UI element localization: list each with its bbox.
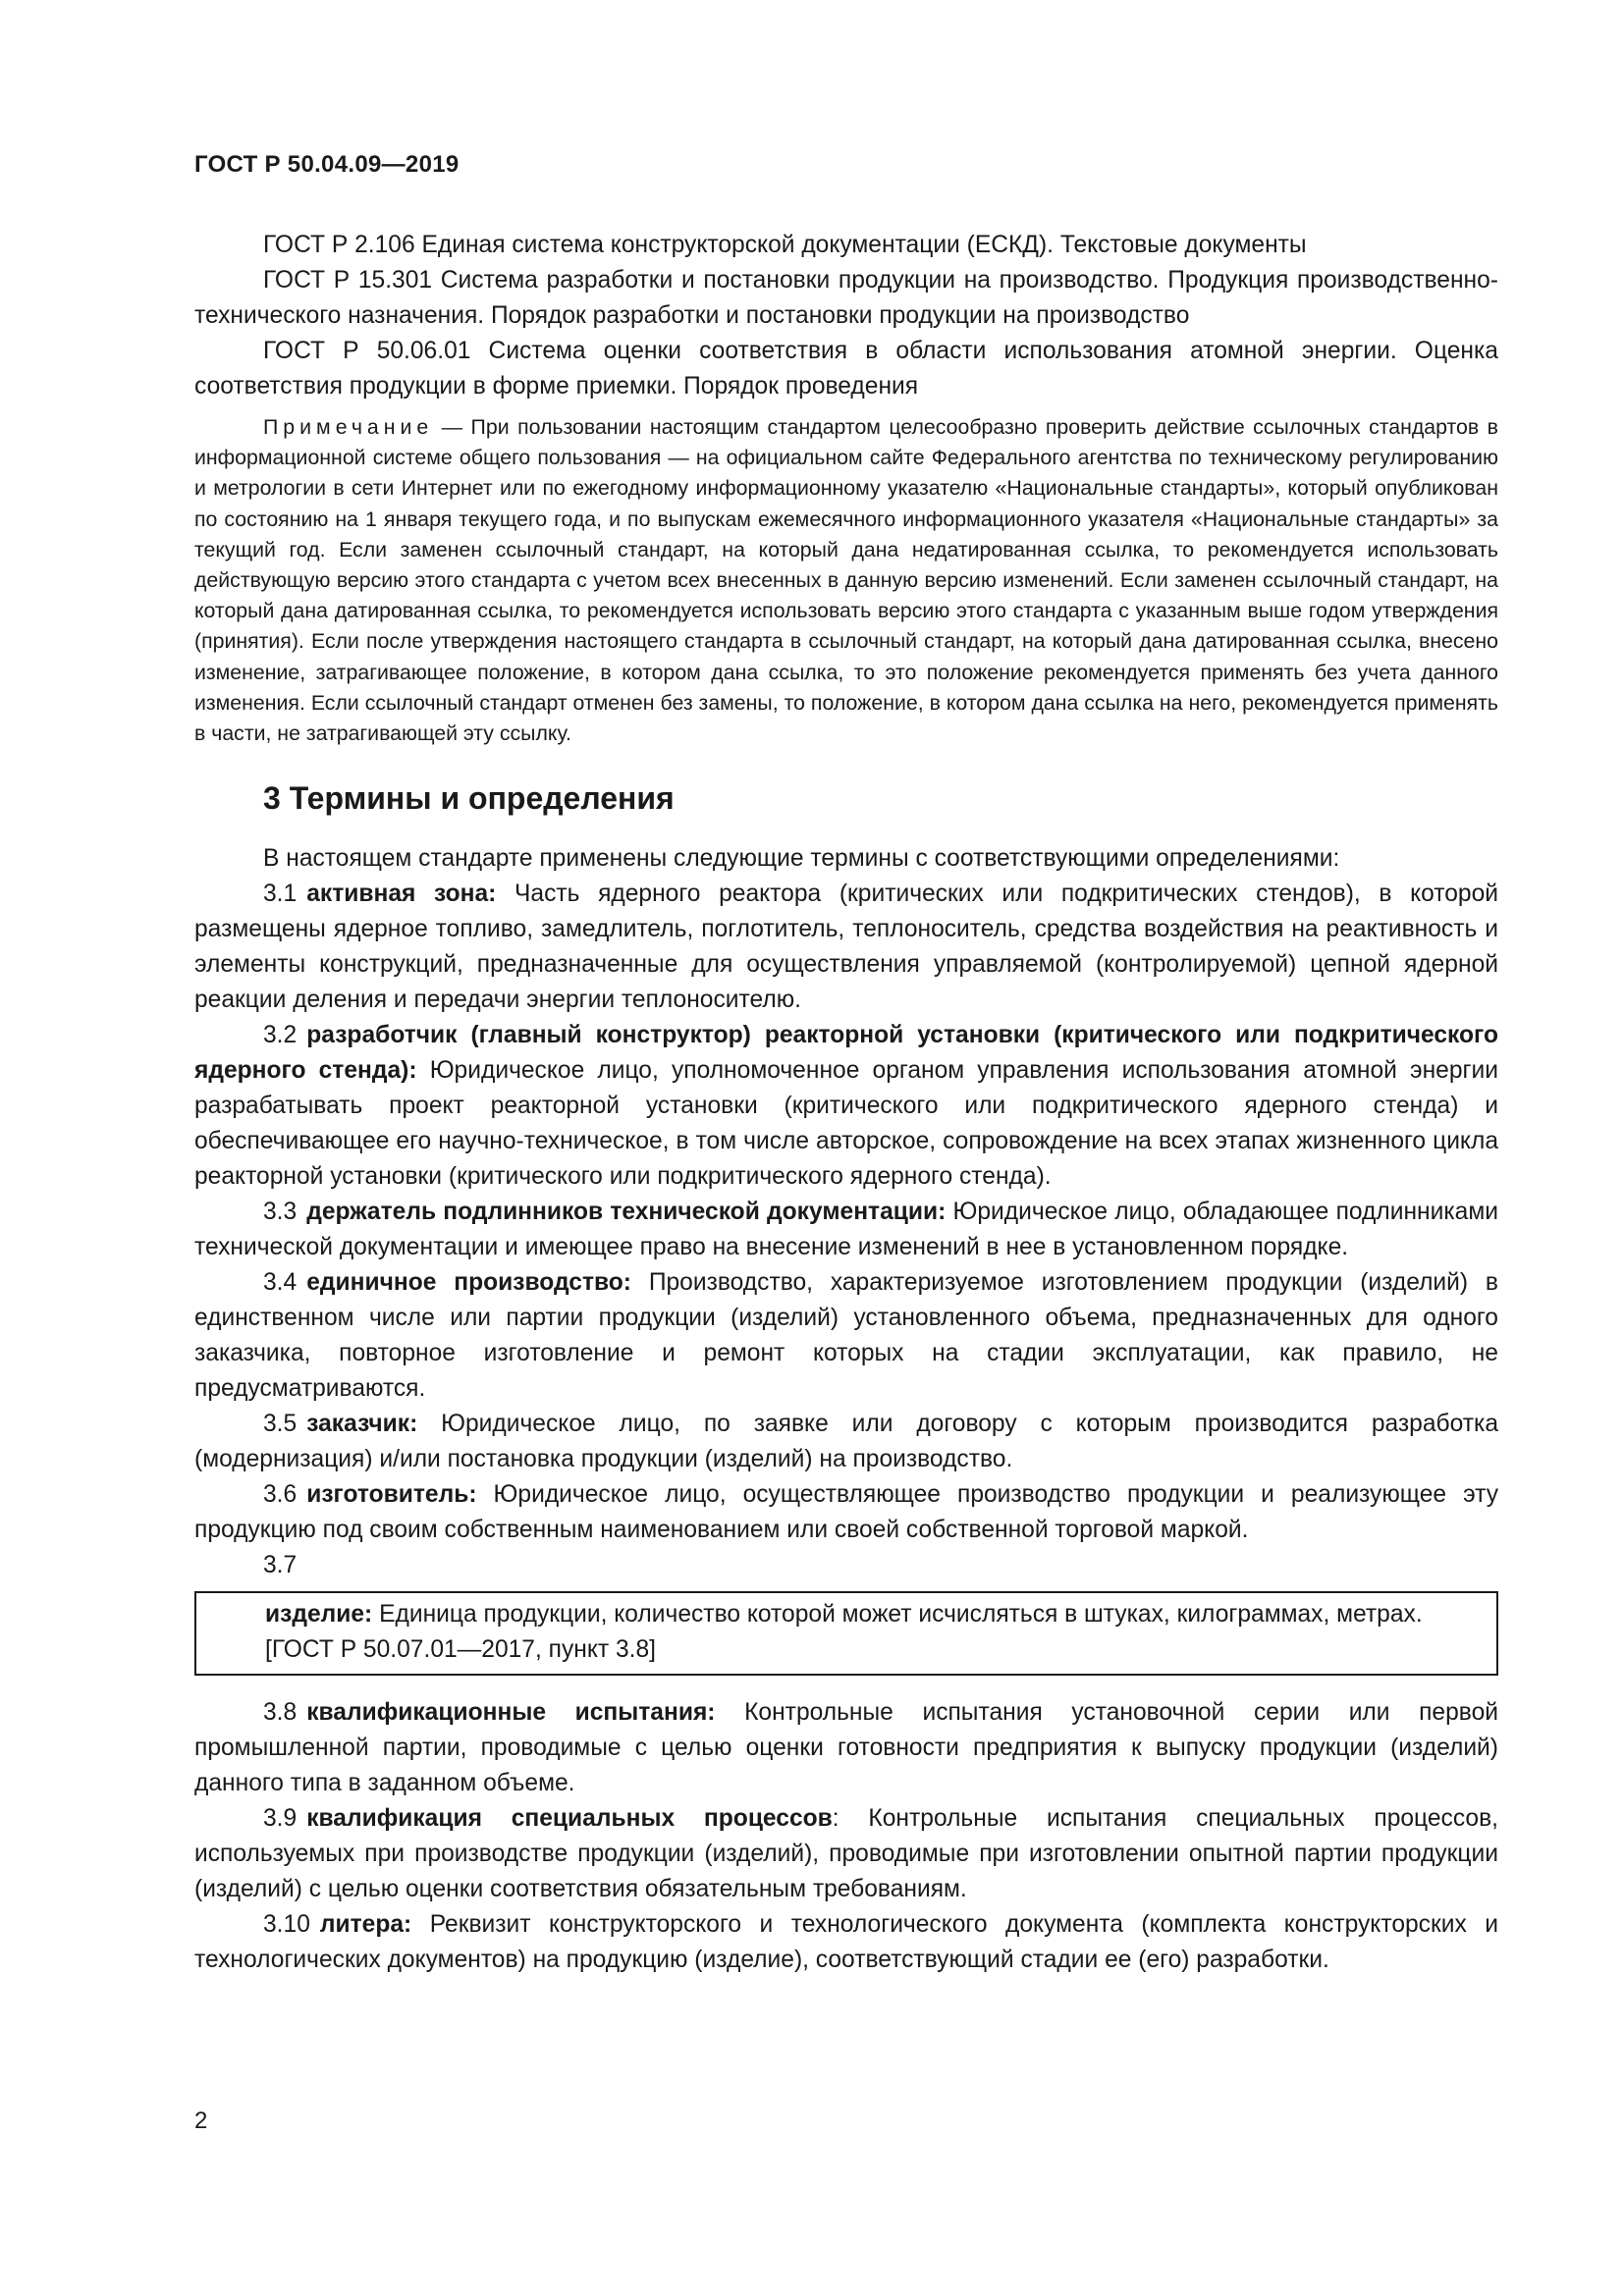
term-name: держатель подлинников технической документации: <box>306 1199 947 1226</box>
term-definition: Юридическое лицо, по заявке или договору с которым производится разработка (модернизация) и/или постановка продукции (изделий) на производство. <box>194 1411 1498 1473</box>
term-number: 3.3 <box>263 1199 298 1226</box>
term-3-4 <box>194 1265 1498 1407</box>
term-number: 3.8 <box>263 1699 298 1727</box>
term-name: изготовитель: <box>306 1481 477 1509</box>
reference-item: ГОСТ Р 2.106 Единая система конструкторской документации (ЕСКД). Текстовые документы <box>263 232 1307 258</box>
term-definition: Юридическое лицо, уполномоченное органом управления использования атомной энергии разрабатывать проект реакторной установки (критического или подкритического ядерного стенда) и обеспечивающее его научно-техническое, в том числе авторское, сопровождение на всех этапах жизненного цикла реакторной установки (критического или подкритического ядерного стенда). <box>194 1057 1498 1191</box>
term-name: квалификационные испытания: <box>306 1699 716 1727</box>
term-3-10 <box>194 1907 1498 1978</box>
term-number: 3.4 <box>263 1269 298 1297</box>
term-number: 3.1 <box>263 881 298 908</box>
term-definition: Контрольные испытания установочной серии или первой промышленной партии, проводимые с целью оценки готовности предприятия к выпуску продукции (изделий) данного типа в заданном объеме. <box>194 1699 1498 1797</box>
term-name: единичное производство: <box>306 1269 631 1297</box>
quoted-term-box <box>194 1591 1498 1676</box>
term-number: 3.2 <box>263 1022 298 1049</box>
section-intro: В настоящем стандарте применены следующие термины с соответствующими определениями: <box>263 845 1340 873</box>
term-definition: Юридическое лицо, осуществляющее производство продукции и реализующее эту продукцию под своим собственным наименованием или своей собственной торговой маркой. <box>194 1481 1498 1544</box>
reference-item: ГОСТ Р 50.06.01 Система оценки соответствия в области использования атомной энергии. Оценка соответствия продукции в форме приемки. Порядок проведения <box>194 338 1498 400</box>
note-text: — При пользовании настоящим стандартом целесообразно проверить действие ссылочных стандартов в информационной системе общего пользования — на официальном сайте Федерального агентства по техническому регулированию и метрологии в сети Интернет или по ежегодному информационному указателю «Национальные стандарты», который опубликован по состоянию на 1 января текущего года, и по выпускам ежемесячного информационного указателя «Национальные стандарты» за текущий год. Если заменен ссылочный стандарт, на который дана недатированная ссылка, то рекомендуется использовать действующую версию этого стандарта с учетом всех внесенных в данную версию изменений. Если заменен ссылочный стандарт, на который дана датированная ссылка, то рекомендуется использовать версию этого стандарта с указанным выше годом утверждения (принятия). Если после утверждения настоящего стандарта в ссылочный стандарт, на который дана датированная ссылка, внесено изменение, затрагивающее положение, в котором дана ссылка, то это положение рекомендуется применять без учета данного изменения. Если ссылочный стандарт отменен без замены, то положение, в котором дана ссылка на него, рекомендуется применять в части, не затрагивающей эту ссылку. <box>194 415 1498 746</box>
term-name: разработчик (главный конструктор) реакторной установки (критического или подкритического ядерного стенда): <box>194 1022 1498 1085</box>
term-definition: Юридическое лицо, обладающее подлинниками технической документации и имеющее право на внесение изменений в нее в установленном порядке. <box>194 1199 1498 1261</box>
term-definition: Часть ядерного реактора (критических или подкритических стендов), в которой размещены ядерное топливо, замедлитель, поглотитель, теплоноситель, средства воздействия на реактивность и элементы конструкций, предназначенные для осуществления управляемой (контролируемой) цепной ядерной реакции деления и передачи энергии теплоносителю. <box>194 881 1498 1014</box>
term-3-7 <box>214 1597 1479 1632</box>
term-name: изделие: <box>265 1601 373 1629</box>
document-body <box>194 228 1498 1978</box>
term-definition: Реквизит конструкторского и технологического документа (комплекта конструкторских и технологических документов) на продукцию (изделие), соответствующий стадии ее (его) разработки. <box>194 1911 1498 1974</box>
term-3-9 <box>194 1801 1498 1907</box>
section-title: 3 Термины и определения <box>263 780 675 817</box>
note-paragraph <box>194 412 1498 749</box>
term-3-8 <box>194 1695 1498 1801</box>
term-number: 3.10 <box>263 1911 310 1939</box>
term-3-7-number: 3.7 <box>263 1552 298 1579</box>
reference-item: ГОСТ Р 15.301 Система разработки и постановки продукции на производство. Продукция производственно-технического назначения. Порядок разработки и постановки продукции на производство <box>194 267 1498 329</box>
term-name: заказчик: <box>306 1411 418 1438</box>
term-definition: : Контрольные испытания специальных процессов, используемых при производстве продукции (изделий), проводимые при изготовлении опытной партии продукции (изделий) с целью оценки соответствия обязательным требованиям. <box>194 1805 1498 1903</box>
term-name: литера: <box>319 1911 412 1939</box>
term-name: активная зона: <box>306 881 497 908</box>
term-name: квалификация специальных процессов <box>306 1805 833 1833</box>
term-3-5 <box>194 1407 1498 1477</box>
term-source-reference: [ГОСТ Р 50.07.01—2017, пункт 3.8] <box>265 1636 656 1664</box>
term-3-6 <box>194 1477 1498 1548</box>
term-number: 3.6 <box>263 1481 298 1509</box>
term-definition: Производство, характеризуемое изготовлением продукции (изделий) в единственном числе или партии продукции (изделий) установленного объема, предназначенных для одного заказчика, повторное изготовление и ремонт которых на стадии эксплуатации, как правило, не предусматриваются. <box>194 1269 1498 1403</box>
term-3-3 <box>194 1195 1498 1265</box>
term-number: 3.9 <box>263 1805 298 1833</box>
note-label: Примечание <box>263 415 434 439</box>
term-number: 3.5 <box>263 1411 298 1438</box>
page-number: 2 <box>194 2108 208 2134</box>
term-definition: Единица продукции, количество которой может исчисляться в штуках, килограммах, метрах. <box>372 1601 1423 1629</box>
term-3-2 <box>194 1018 1498 1195</box>
document-header: ГОСТ Р 50.04.09—2019 <box>194 151 460 178</box>
term-3-1 <box>194 877 1498 1018</box>
